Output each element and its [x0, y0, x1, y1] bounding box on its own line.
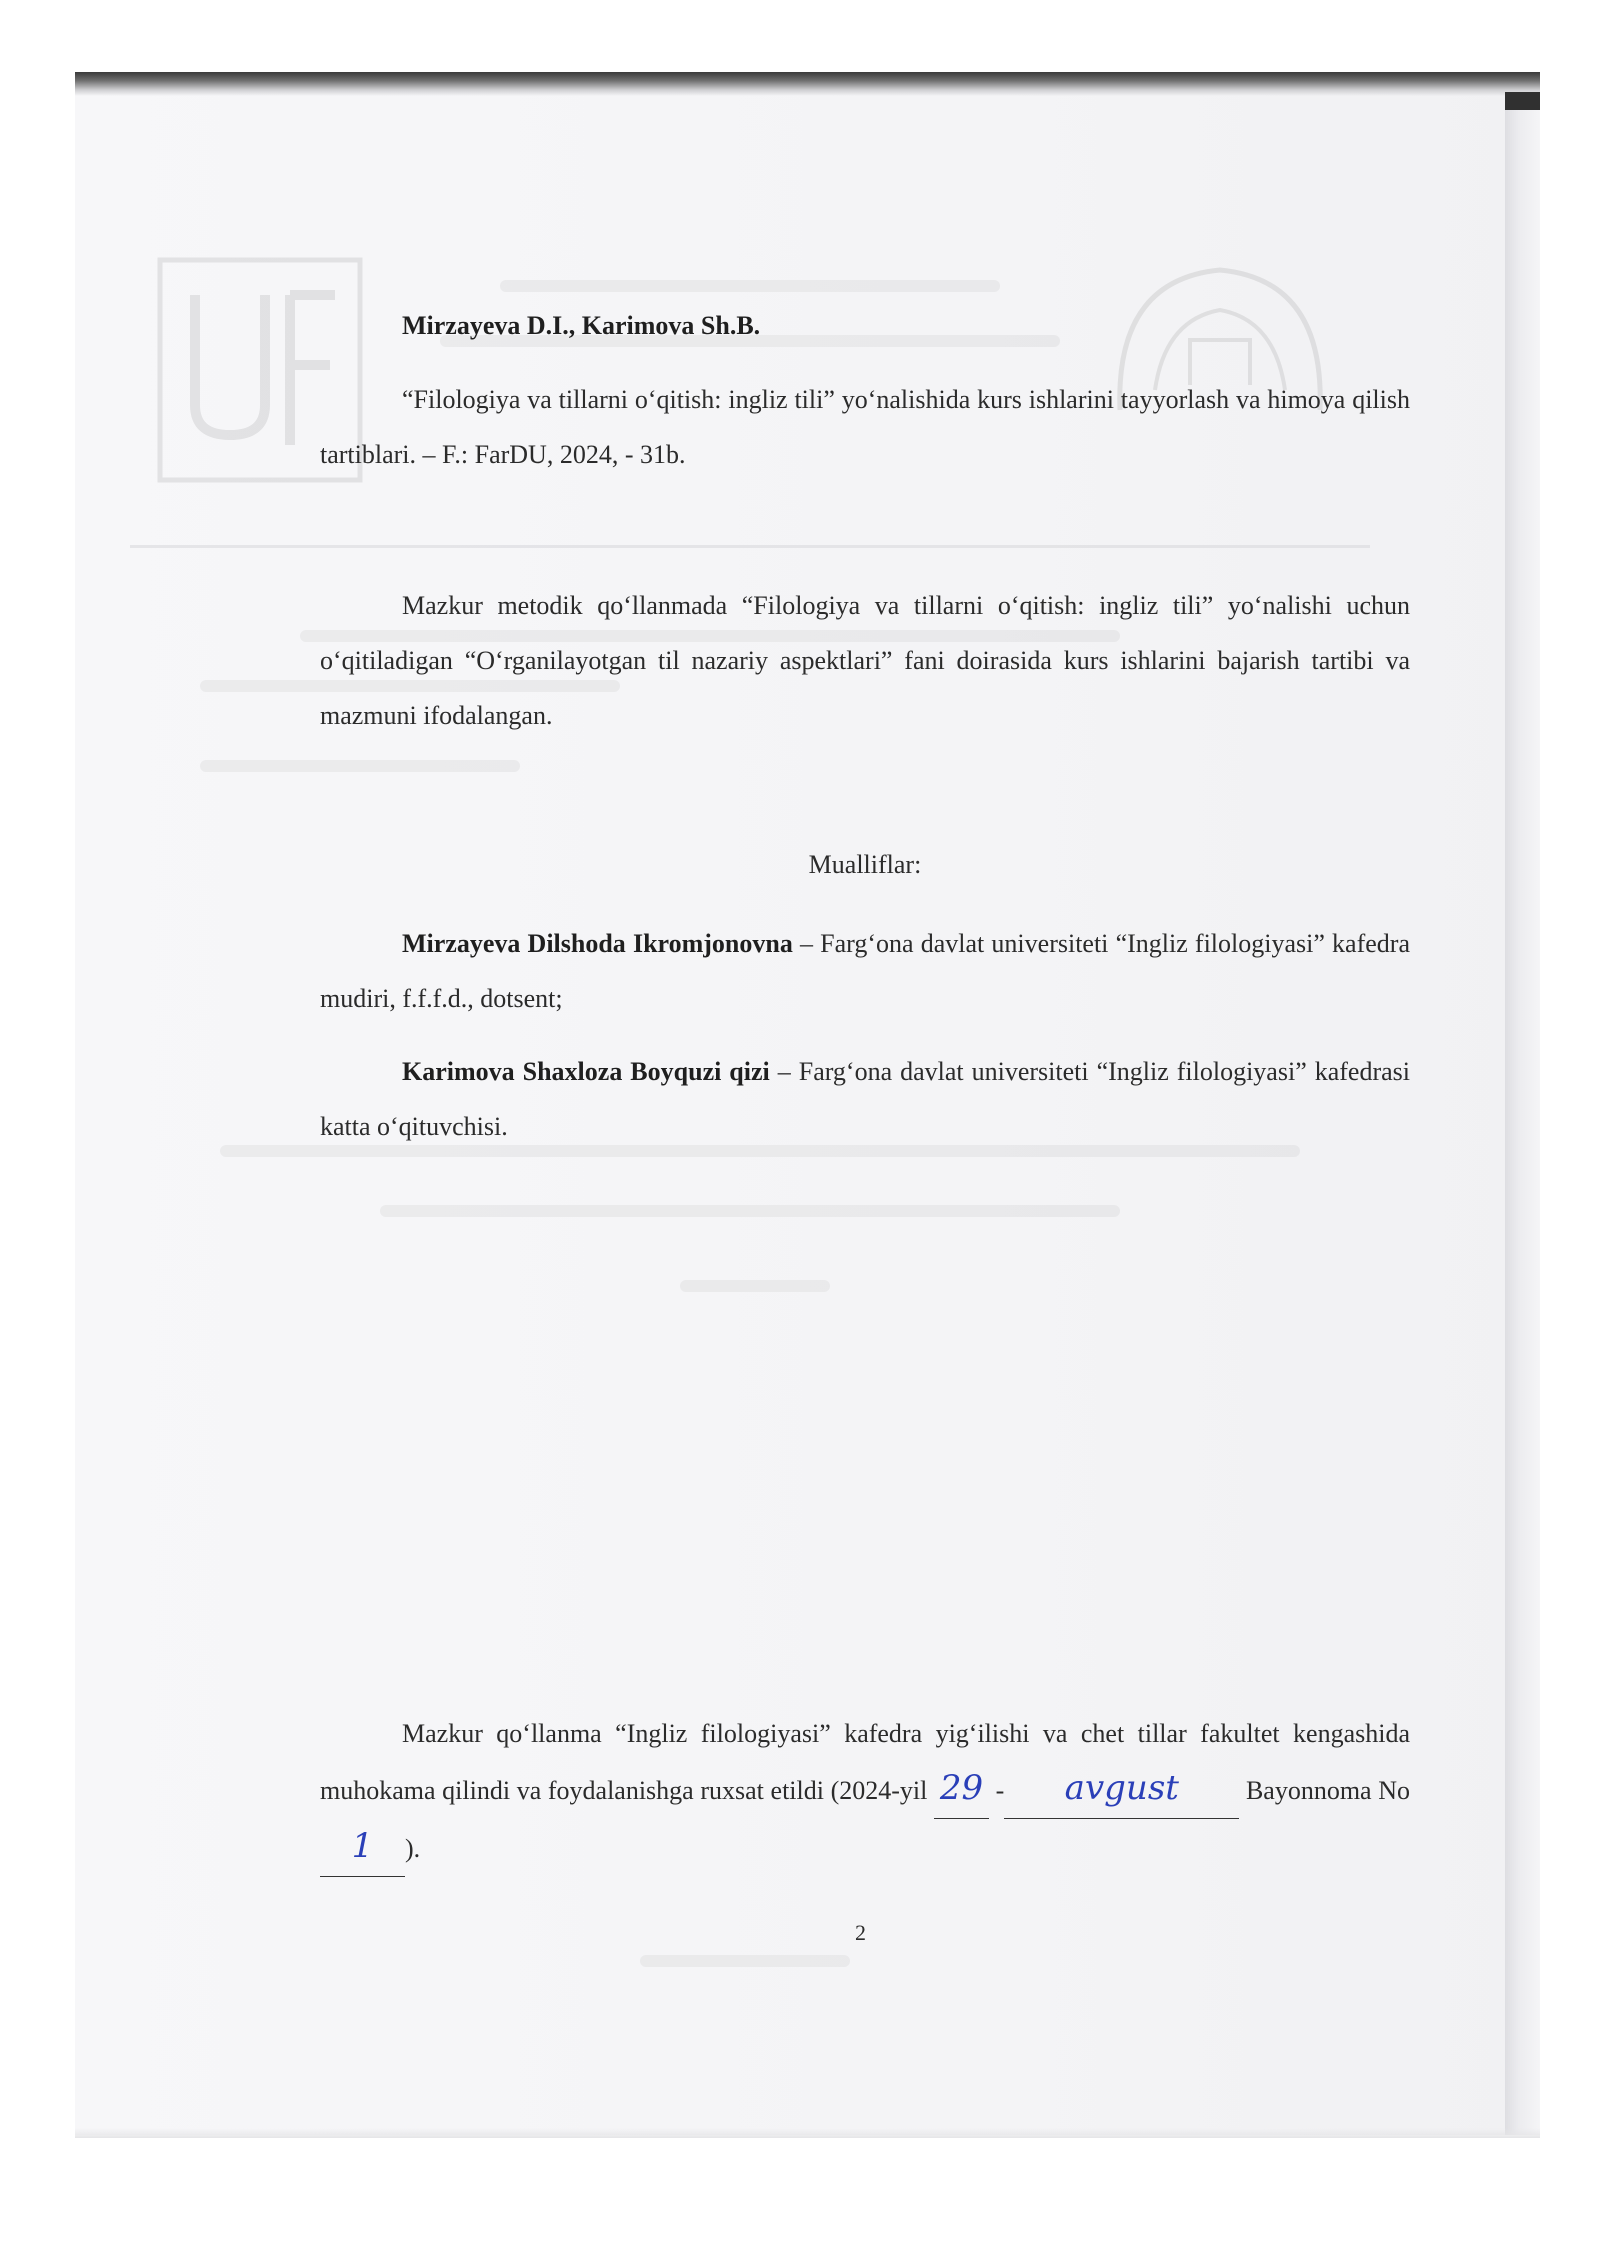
protocol-label: Bayonnoma No [1239, 1776, 1411, 1805]
approval-dash: - [989, 1776, 1005, 1805]
page-corner-shadow [1505, 92, 1540, 110]
approval-paragraph [320, 1706, 1410, 1877]
approval-text: Mazkur qo‘llanma “Ingliz filologiyasi” kafedra yig‘ilishi va chet tillar fakultet kengashida muhokama qilindi va foydalanishga ruxsat etildi (2024-yil [320, 1719, 1410, 1805]
page-right-fold [1505, 110, 1540, 2135]
approval-day-field [934, 1761, 989, 1819]
page-number: 2 [855, 1920, 866, 1945]
author-entry [320, 1044, 1410, 1154]
author-name: Mirzayeva Dilshoda Ikromjonovna [402, 929, 793, 958]
bleed-through-line [500, 280, 1000, 292]
bibliographic-citation: “Filologiya va tillarni o‘qitish: ingliz tili” yo‘nalishida kurs ishlarini tayyorlash va himoya qilish tartiblari. – F.: FarDU, 2024, - 31b. [320, 385, 1410, 469]
approval-day-handwritten: 29 [939, 1768, 984, 1808]
bleed-through-line [200, 760, 520, 772]
abstract-paragraph: Mazkur metodik qo‘llanmada “Filologiya va tillarni o‘qitish: ingliz tili” yo‘nalishi uchun o‘qitiladigan “O‘rganilayotgan til nazariy aspektlari” fani doirasida kurs ishlarini bajarish tartibi va mazmuni ifodalangan. [320, 591, 1410, 730]
bleed-through-rule [130, 545, 1370, 548]
approval-month-handwritten: avgust [1064, 1768, 1179, 1808]
bleed-through-line [680, 1280, 830, 1292]
page-bottom-edge [75, 2128, 1540, 2138]
authors-heading: Mualliflar: [808, 850, 922, 879]
bleed-through-line [380, 1205, 1120, 1217]
author-entry [320, 916, 1410, 1026]
bleed-through-line [640, 1955, 850, 1967]
protocol-number-field [320, 1819, 405, 1877]
author-name: Karimova Shaxloza Boyquzi qizi [402, 1057, 770, 1086]
authors-short-text: Mirzayeva D.I., Karimova Sh.B. [402, 311, 761, 340]
approval-closing: ). [405, 1834, 421, 1863]
page-top-edge-shadow [75, 72, 1540, 96]
approval-month-field [1004, 1761, 1239, 1819]
authors-short [320, 298, 1410, 353]
protocol-number-handwritten: 1 [351, 1826, 374, 1866]
author-description: – Farg‘ona davlat universiteti “Ingliz filologiyasi” kafedra mudiri, f.f.f.d., dotsent; [320, 929, 1410, 1013]
author-description: – Farg‘ona davlat universiteti “Ingliz filologiyasi” kafedrasi katta o‘qituvchisi. [320, 1057, 1410, 1141]
